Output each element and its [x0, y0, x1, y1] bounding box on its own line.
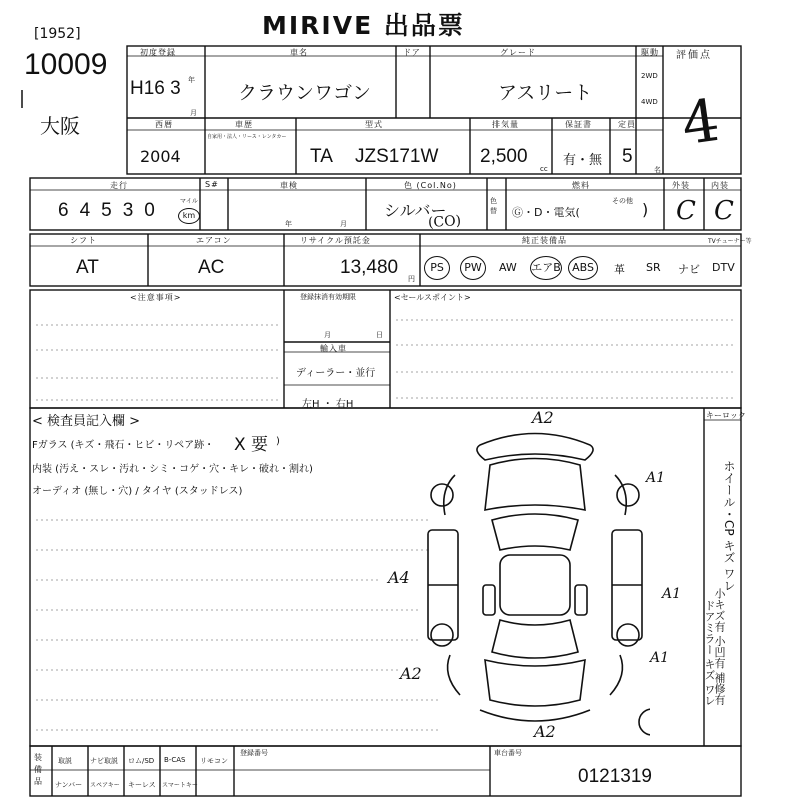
- person-unit: 名: [654, 166, 661, 174]
- mileage-unit-mile: マイル: [180, 198, 198, 205]
- fuel-label: 燃料: [572, 181, 590, 190]
- equip-pw: PW: [460, 256, 486, 280]
- trunk-outline: [485, 660, 585, 706]
- footer-item-navi-manual: ナビ取説: [90, 757, 118, 765]
- type-label: 型式: [365, 120, 383, 129]
- history-label: 車歴: [235, 120, 253, 129]
- footer-item-spare-key: スペアキー: [90, 782, 120, 789]
- year-value: 2004: [140, 147, 181, 166]
- equip-abs: ABS: [568, 256, 598, 280]
- rear-bumper-outline: [480, 710, 590, 721]
- exterior-label: 外装: [672, 181, 690, 190]
- ac-label: エアコン: [196, 236, 232, 245]
- footer-item-smart-key: スマートキー: [162, 782, 198, 789]
- drive-2wd: 2WD: [641, 72, 658, 80]
- rear-window-outline: [492, 620, 578, 658]
- reg-year-unit: 年: [188, 76, 195, 84]
- shift-label: シフト: [70, 236, 97, 245]
- type-value: JZS171W: [355, 146, 439, 167]
- side-note-repair: 小キズ有 小凹有 補修有: [713, 588, 726, 705]
- ac-value: AC: [198, 257, 225, 278]
- reg-label: 初度登録: [140, 48, 176, 57]
- cc-unit: cc: [540, 165, 548, 173]
- inspection-date-label: 車検: [280, 181, 298, 190]
- door-label: ドア: [403, 48, 421, 57]
- audio-tire-line: オーディオ (無し・穴) / タイヤ (スタッドレス): [32, 486, 243, 497]
- model-value: クラウンワゴン: [238, 83, 372, 104]
- hood-outline: [485, 459, 585, 511]
- drive-4wd: 4WD: [641, 98, 658, 106]
- ownership-day: 日: [376, 331, 383, 339]
- footer-item-plate: ナンバー: [55, 781, 83, 789]
- displacement-value: 2,500: [480, 146, 528, 167]
- tuner-label: TVチューナー等: [708, 238, 752, 245]
- recycle-label: リサイクル預託金: [300, 236, 371, 245]
- keylock-label: キーロック: [706, 411, 746, 420]
- caution-label: <注意事項>: [130, 293, 182, 302]
- mark-right-rear-2: A1: [650, 650, 670, 666]
- mark-rear: A2: [534, 722, 556, 741]
- spare-wheel: [639, 709, 650, 735]
- ownership-label: 登録抹消有効期限: [300, 293, 356, 301]
- steering-value: 左H ・ 右H: [302, 399, 354, 410]
- displacement-label: 排気量: [492, 120, 519, 129]
- venue: 大阪: [40, 114, 80, 138]
- exterior-value: C: [676, 196, 696, 226]
- form-title: MIRIVE 出品票: [262, 11, 465, 40]
- drive-label: 駆動: [641, 48, 659, 57]
- recycle-value: 13,480: [340, 257, 399, 278]
- mark-right-rear-1: A1: [662, 586, 682, 602]
- mileage-label: 走行: [110, 181, 128, 190]
- right-front-wheel: [617, 484, 639, 506]
- color-label: 色 (Col.No): [404, 181, 457, 190]
- equip-airbag: エアB: [530, 256, 562, 280]
- reg-month-unit: 月: [190, 109, 197, 117]
- roof-outline: [500, 555, 570, 615]
- color-code: (CO): [427, 212, 462, 232]
- side-note-mirror: ドアミラー キズ ワレ: [703, 600, 716, 706]
- left-front-wheel: [431, 484, 453, 506]
- grade-label: グレード: [500, 48, 536, 57]
- fuel-other: その他: [612, 197, 633, 205]
- history-sub: 自家用・法人・リース・レンタカー: [207, 134, 287, 140]
- model-label: 車名: [290, 48, 308, 57]
- entry-number: 10009: [24, 48, 108, 81]
- glass-close: ): [276, 436, 280, 447]
- mileage-unit-km: km: [178, 208, 200, 224]
- mark-right-front: A1: [646, 470, 666, 486]
- equip-navi: ナビ: [678, 263, 700, 276]
- warranty-label: 保証書: [565, 120, 592, 129]
- side-note-wheel: ホイール・CP キズ ワレ: [722, 460, 736, 592]
- s-label: S#: [205, 180, 219, 189]
- score-label: 評価点: [676, 50, 712, 61]
- footer-item-remote: リモコン: [200, 757, 228, 765]
- mark-front: A2: [532, 408, 554, 427]
- capacity-value: 5: [622, 146, 633, 167]
- right-rear-fender: [610, 655, 622, 695]
- registration-label: 登録番号: [240, 749, 268, 757]
- capacity-label: 定員: [618, 120, 636, 129]
- glass-mark: X 要: [234, 435, 269, 455]
- left-rear-wheel: [431, 624, 453, 646]
- car-diagram: [420, 420, 650, 745]
- import-label: 輸入車: [320, 344, 347, 353]
- grade-value: アスリート: [498, 83, 593, 104]
- type-prefix: TA: [310, 146, 333, 167]
- footer-item-keyless: キーレス: [128, 781, 156, 789]
- equipment-label: 純正装備品: [522, 236, 567, 245]
- inspection-title: < 検査員記入欄 >: [32, 414, 141, 429]
- footer-item-rom-sd: ロム/SD: [128, 757, 155, 765]
- mileage-value: 64530: [58, 200, 166, 221]
- mark-left-rear: A2: [400, 664, 422, 683]
- footer-item-manual: 取説: [58, 757, 72, 765]
- ownership-month: 月: [324, 331, 331, 339]
- fuel-close: ): [642, 200, 649, 219]
- glass-line: Fガラス (キズ・飛石・ヒビ・リペア跡・: [32, 440, 215, 451]
- color-value: シルバー: [384, 201, 447, 220]
- import-value: ディーラー・並行: [296, 368, 376, 379]
- equip-sunroof: SR: [646, 261, 661, 274]
- interior-line: 内装 (汚え・スレ・汚れ・シミ・コゲ・穴・キレ・破れ・割れ): [32, 464, 313, 475]
- inspection-year-unit: 年: [285, 220, 292, 228]
- reg-value: H16 3: [130, 78, 181, 99]
- equip-aw: AW: [499, 261, 517, 274]
- equip-dtv: DTV: [712, 261, 735, 274]
- mark-left: A4: [388, 568, 410, 587]
- front-bumper-outline: [477, 434, 593, 461]
- equip-ps: PS: [424, 256, 450, 280]
- windshield-outline: [492, 514, 578, 550]
- chassis-value: 0121319: [578, 766, 652, 787]
- year-label: 西暦: [155, 120, 173, 129]
- interior-label: 内装: [711, 181, 729, 190]
- color-change: 色替: [490, 197, 497, 215]
- lot-code: [1952]: [34, 26, 81, 42]
- score-value: 4: [677, 85, 724, 159]
- right-rear-wheel: [617, 624, 639, 646]
- interior-value: C: [714, 196, 734, 226]
- fuel-options: Ⓖ・D・電気(: [512, 206, 580, 219]
- shift-value: AT: [76, 257, 99, 278]
- yen-unit: 円: [408, 275, 415, 283]
- equip-leather: 革: [614, 263, 625, 276]
- footer-item-bcas: B-CAS: [164, 756, 186, 764]
- chassis-label: 車台番号: [494, 749, 522, 757]
- inspection-month-unit: 月: [340, 220, 347, 228]
- left-rear-fender: [448, 655, 460, 695]
- sales-point-label: <セールスポイント>: [394, 293, 471, 302]
- footer-equipment-label: 装備品: [34, 753, 42, 786]
- warranty-value: 有・無: [563, 153, 603, 168]
